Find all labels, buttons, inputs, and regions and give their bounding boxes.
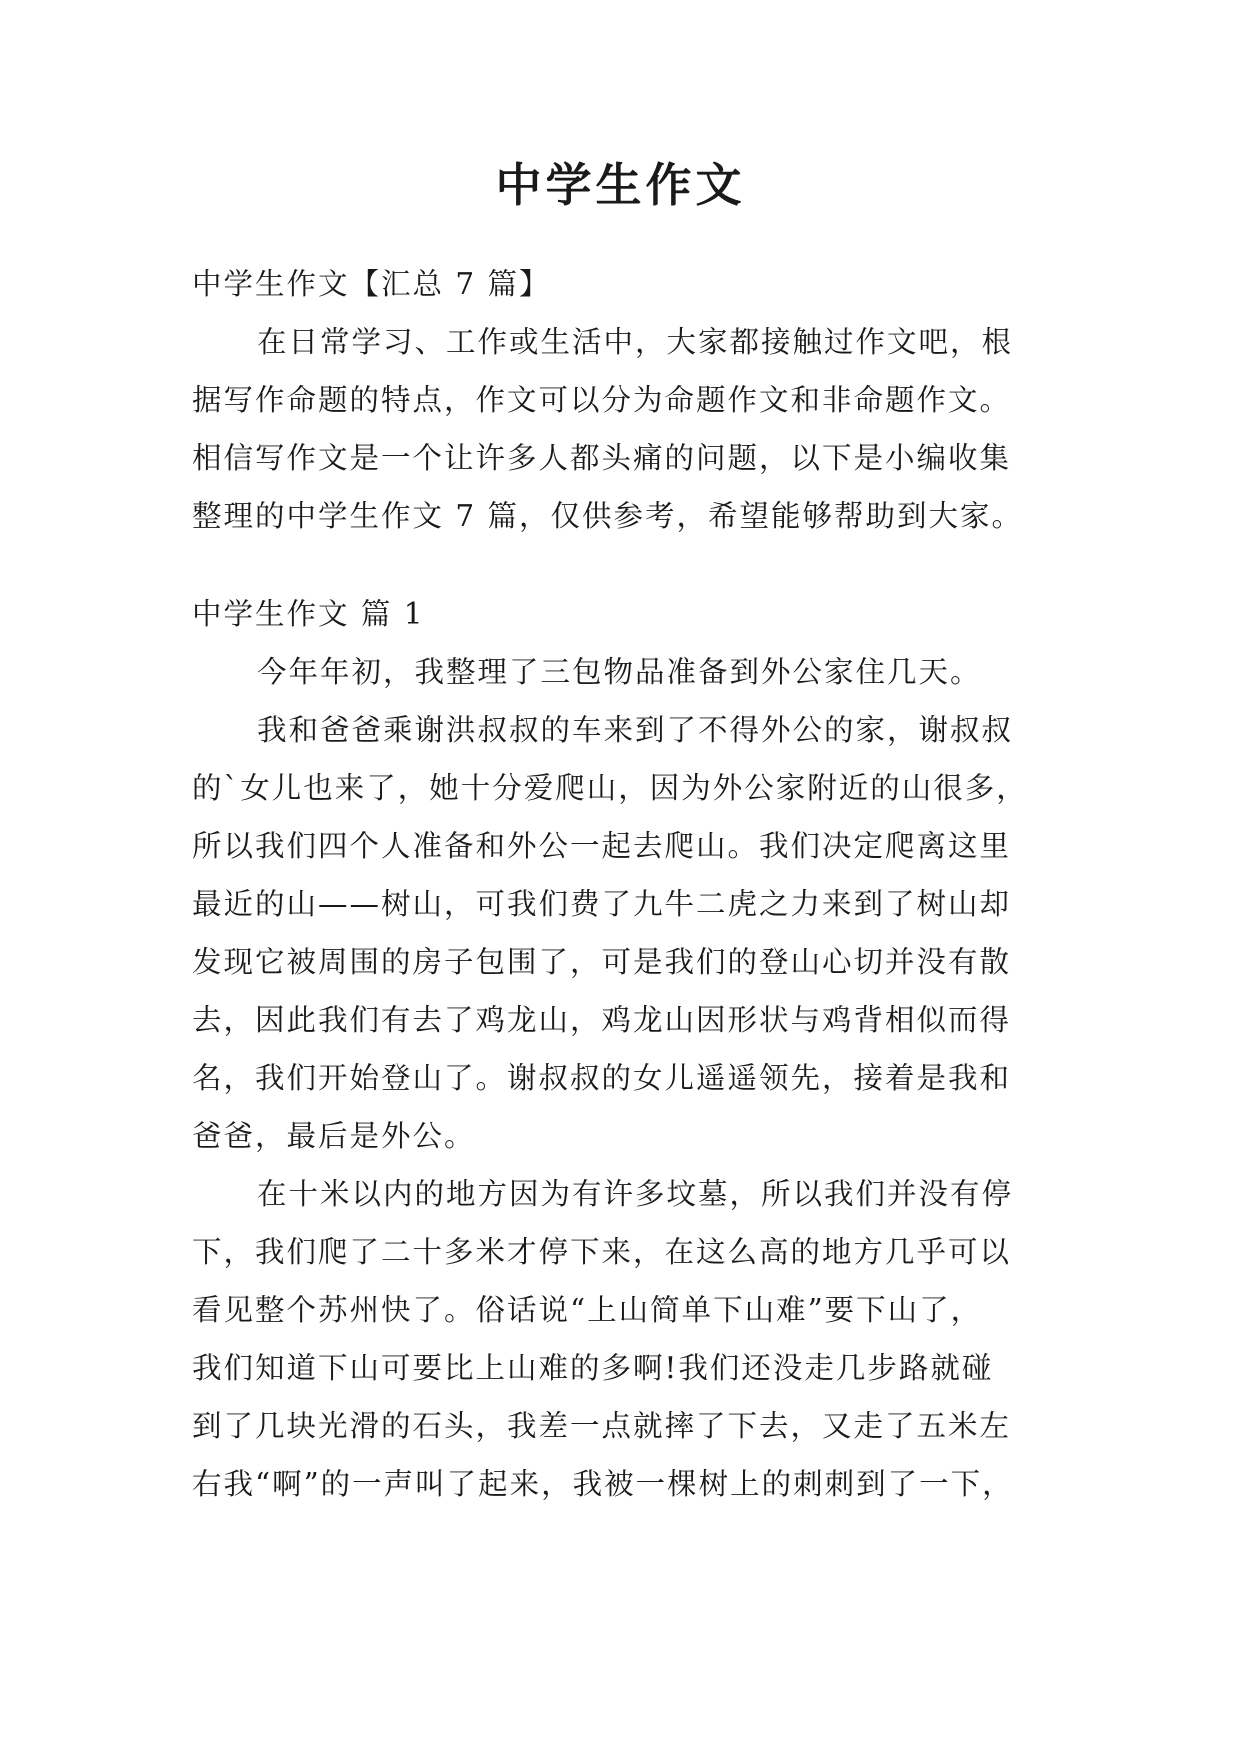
intro-line: 整理的中学生作文 7 篇，仅供参考，希望能够帮助到大家。	[192, 499, 1024, 533]
paragraph-line: 看见整个苏州快了。俗话说“上山简单下山难”要下山了，	[192, 1293, 983, 1327]
intro-line: 在日常学习、工作或生活中，大家都接触过作文吧，根	[257, 325, 1014, 359]
paragraph-line: 去，因此我们有去了鸡龙山，鸡龙山因形状与鸡背相似而得	[192, 1003, 1012, 1037]
paragraph-line: 我们知道下山可要比上山难的多啊!我们还没走几步路就碰	[192, 1351, 994, 1385]
document-body	[192, 255, 1072, 1513]
paragraph-line: 右我“啊”的一声叫了起来，我被一棵树上的刺刺到了一下，	[192, 1467, 1014, 1501]
paragraph-line: 今年年初，我整理了三包物品准备到外公家住几天。	[257, 655, 982, 689]
page-title: 中学生作文	[495, 158, 746, 212]
paragraph-line: 所以我们四个人准备和外公一起去爬山。我们决定爬离这里	[192, 829, 1012, 863]
paragraph-line: 我和爸爸乘谢洪叔叔的车来到了不得外公的家，谢叔叔	[257, 713, 1014, 747]
paragraph-line: 下，我们爬了二十多米才停下来，在这么高的地方几乎可以	[192, 1235, 1012, 1269]
paragraph-line: 发现它被周围的房子包围了，可是我们的登山心切并没有散	[192, 945, 1012, 979]
paragraph-line: 到了几块光滑的石头，我差一点就摔了下去，又走了五米左	[192, 1409, 1012, 1443]
section-heading: 中学生作文 篇 1	[192, 597, 425, 631]
paragraph-line: 最近的山——树山，可我们费了九牛二虎之力来到了树山却	[192, 887, 1012, 921]
intro-line: 相信写作文是一个让许多人都头痛的问题，以下是小编收集	[192, 441, 1012, 475]
section-gap	[192, 545, 1072, 585]
paragraph-line: 的`女儿也来了，她十分爱爬山，因为外公家附近的山很多，	[192, 771, 1028, 805]
paragraph-line: 爸爸，最后是外公。	[192, 1119, 476, 1153]
paragraph-line: 名，我们开始登山了。谢叔叔的女儿遥遥领先，接着是我和	[192, 1061, 1012, 1095]
intro-line: 据写作命题的特点，作文可以分为命题作文和非命题作文。	[192, 383, 1012, 417]
intro-heading: 中学生作文【汇总 7 篇】	[192, 267, 551, 301]
paragraph-line: 在十米以内的地方因为有许多坟墓，所以我们并没有停	[257, 1177, 1014, 1211]
